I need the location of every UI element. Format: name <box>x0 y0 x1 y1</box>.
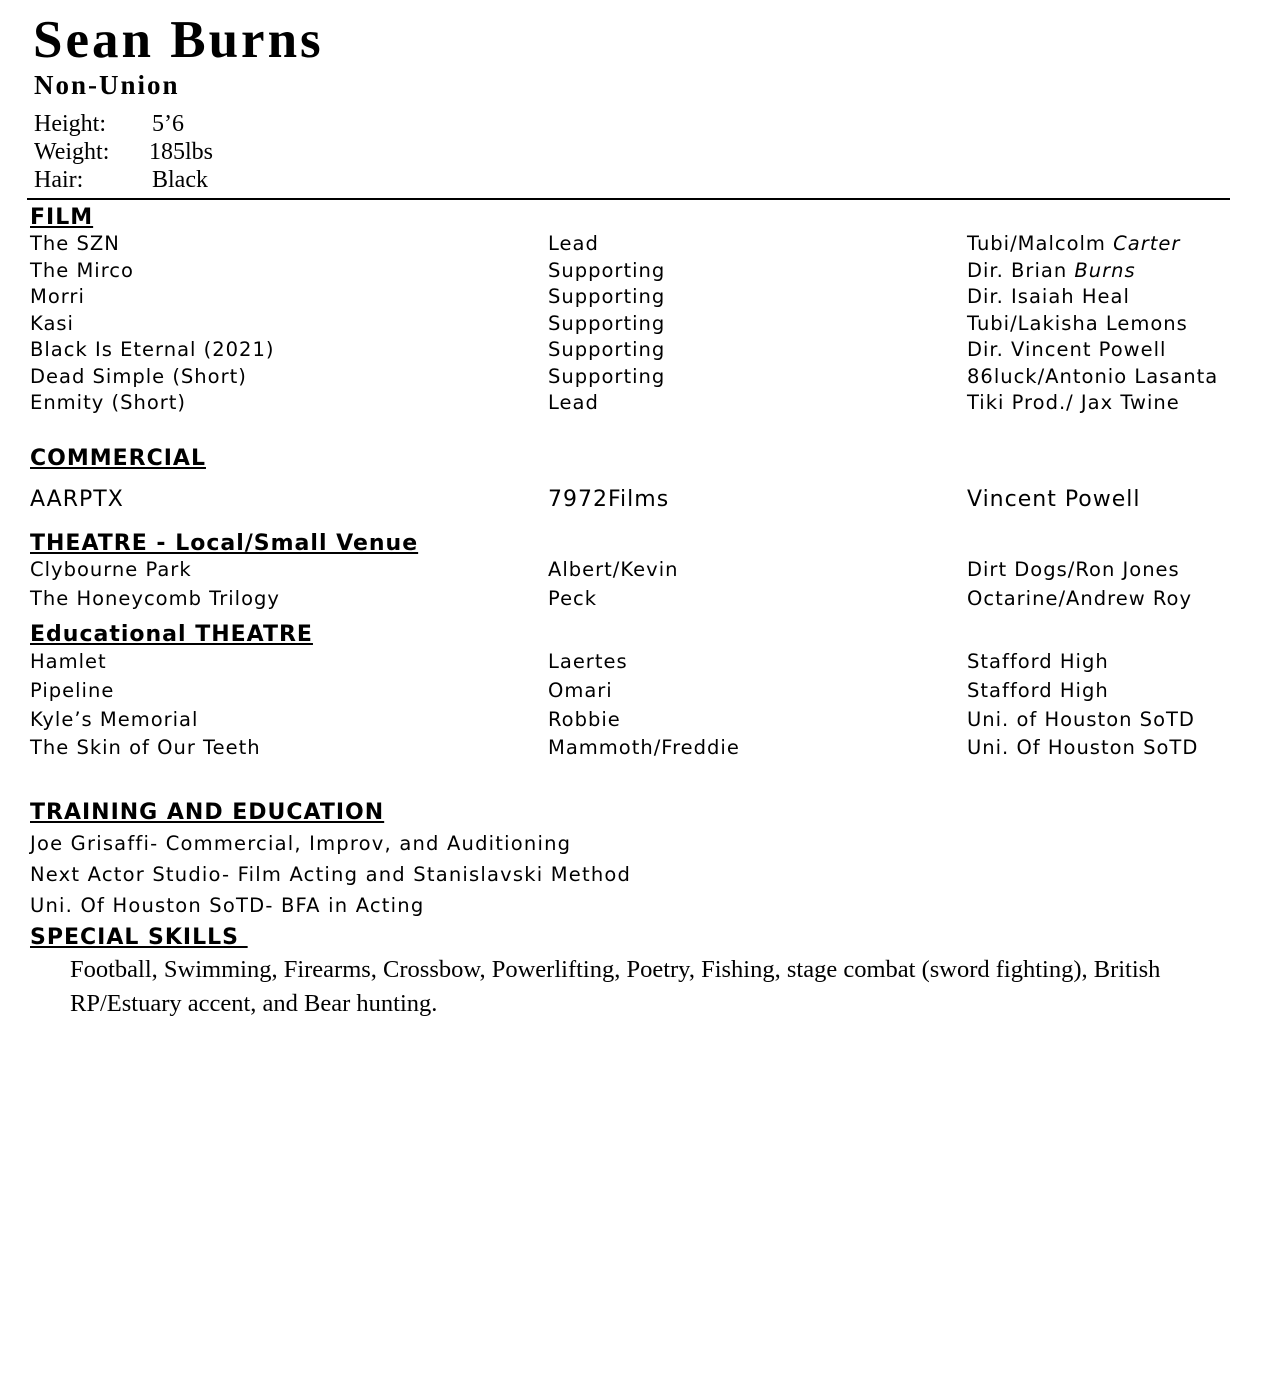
credit-company: Dir. Vincent Powell <box>967 338 1167 361</box>
commercial-credit-row <box>0 489 1266 515</box>
credit-company: Dir. Isaiah Heal <box>967 285 1130 308</box>
credit-title: Hamlet <box>30 650 107 673</box>
film-credit-row <box>0 261 1266 287</box>
credit-company: Tubi/Lakisha Lemons <box>967 312 1188 335</box>
stat-label: Weight: <box>34 139 110 165</box>
educational-credit-row <box>0 738 1266 764</box>
stat-value: 5’6 <box>152 111 184 137</box>
educational-credit-row <box>0 652 1266 678</box>
credit-company: Stafford High <box>967 679 1109 702</box>
stat-value: 185lbs <box>149 139 214 165</box>
training-heading: TRAINING AND EDUCATION <box>30 800 385 825</box>
theatre-credit-row <box>0 589 1266 615</box>
credit-role: 7972Films <box>548 487 670 512</box>
credit-company-italic: Burns <box>1074 259 1136 282</box>
credit-title: Pipeline <box>30 679 115 702</box>
credit-title: Kasi <box>30 312 74 335</box>
credit-role: Laertes <box>548 650 628 673</box>
credit-title: AARPTX <box>30 487 124 512</box>
credit-role: Supporting <box>548 259 666 282</box>
credit-role: Lead <box>548 391 599 414</box>
theatre-credit-row <box>0 560 1266 586</box>
film-credit-row <box>0 287 1266 313</box>
stat-hair <box>34 168 208 192</box>
credit-company: 86luck/Antonio Lasanta <box>967 365 1219 388</box>
educational-credit-row <box>0 710 1266 736</box>
credit-title: Clybourne Park <box>30 558 192 581</box>
stat-height <box>34 112 184 136</box>
theatre-heading: THEATRE - Local/Small Venue <box>30 531 419 556</box>
educational-theatre-heading: Educational THEATRE <box>30 622 313 647</box>
credit-title: Black Is Eternal (2021) <box>30 338 275 361</box>
actor-name: Sean Burns <box>33 11 324 69</box>
credit-company <box>967 261 1136 281</box>
credit-title: The SZN <box>30 232 120 255</box>
credit-title: Enmity (Short) <box>30 391 187 414</box>
stat-label: Height: <box>34 111 106 137</box>
header-divider <box>27 198 1230 200</box>
training-item: Uni. Of Houston SoTD- BFA in Acting <box>30 894 425 917</box>
credit-title: Morri <box>30 285 85 308</box>
credit-title: The Honeycomb Trilogy <box>30 587 280 610</box>
credit-company: Tiki Prod./ Jax Twine <box>967 391 1180 414</box>
credit-company-italic: Carter <box>1113 232 1181 255</box>
film-credit-row <box>0 234 1266 260</box>
special-skills-text: Football, Swimming, Firearms, Crossbow, Powerlifting, Poetry, Fishing, stage combat (sword fighting), British RP/Estuary accent, and Bear hunting. <box>70 956 1161 1017</box>
credit-company-text: Dir. Brian <box>967 259 1075 282</box>
credit-company: Vincent Powell <box>967 487 1141 512</box>
film-heading: FILM <box>30 205 94 230</box>
commercial-heading: COMMERCIAL <box>30 446 206 471</box>
credit-role: Mammoth/Freddie <box>548 736 740 759</box>
credit-role: Supporting <box>548 365 666 388</box>
educational-credit-row <box>0 681 1266 707</box>
stat-label: Hair: <box>34 167 84 193</box>
film-credit-row <box>0 314 1266 340</box>
stat-weight <box>34 140 213 164</box>
credit-title: The Mirco <box>30 259 134 282</box>
credit-company: Uni. of Houston SoTD <box>967 708 1195 731</box>
credit-role: Supporting <box>548 312 666 335</box>
film-credit-row <box>0 393 1266 419</box>
credit-company: Dirt Dogs/Ron Jones <box>967 558 1180 581</box>
credit-company: Octarine/Andrew Roy <box>967 587 1192 610</box>
stat-value: Black <box>152 167 208 193</box>
credit-company: Stafford High <box>967 650 1109 673</box>
credit-role: Omari <box>548 679 613 702</box>
credit-role: Peck <box>548 587 598 610</box>
credit-company-text: Tubi/Malcolm <box>967 232 1114 255</box>
film-credit-row <box>0 340 1266 366</box>
credit-role: Albert/Kevin <box>548 558 679 581</box>
credit-title: The Skin of Our Teeth <box>30 736 261 759</box>
credit-title: Dead Simple (Short) <box>30 365 247 388</box>
credit-company: Uni. Of Houston SoTD <box>967 736 1199 759</box>
credit-role: Supporting <box>548 338 666 361</box>
credit-role: Supporting <box>548 285 666 308</box>
film-credit-row <box>0 367 1266 393</box>
training-item: Joe Grisaffi- Commercial, Improv, and Auditioning <box>30 832 572 855</box>
credit-role: Lead <box>548 232 599 255</box>
credit-company <box>967 234 1180 254</box>
union-status: Non-Union <box>34 70 180 100</box>
training-item: Next Actor Studio- Film Acting and Stanislavski Method <box>30 863 632 886</box>
special-skills-heading: SPECIAL SKILLS <box>30 925 248 950</box>
credit-role: Robbie <box>548 708 621 731</box>
credit-title: Kyle’s Memorial <box>30 708 199 731</box>
